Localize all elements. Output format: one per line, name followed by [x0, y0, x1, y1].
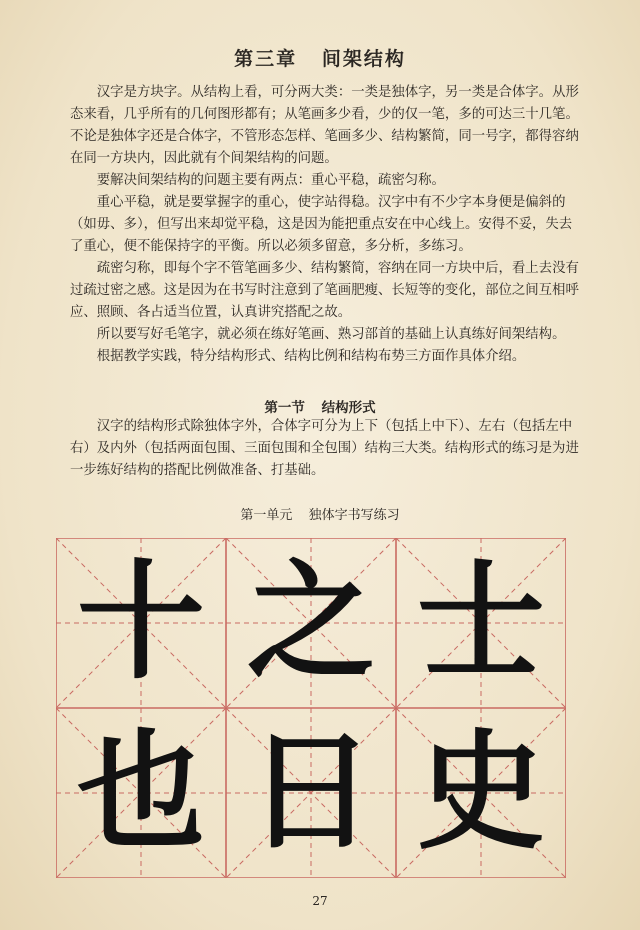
chapter-number: 第三章: [234, 48, 298, 70]
section-title: [0, 396, 640, 416]
section-number: 第一节: [264, 400, 305, 416]
chapter-name: 间架结构: [321, 48, 406, 70]
paragraph: 要解决间架结构的问题主要有两点：重心平稳，疏密匀称。: [96, 173, 445, 188]
unit-number: 第一单元: [240, 508, 293, 523]
practice-grid: [56, 538, 566, 878]
paragraph: 疏密匀称，即每个字不管笔画多少、结构繁简，容纳在同一方块中后，看上去没有过疏过密之感。这是因为在书写时注意到了笔画肥瘦、长短等的变化，部位之间互相呼应、照顾、各占适当位置，认真讲究搭配之故。: [70, 261, 579, 320]
paragraph: 所以要写好毛笔字，就必须在练好笔画、熟习部首的基础上认真练好间架结构。: [96, 327, 566, 342]
unit-name: 独体字书写练习: [308, 508, 400, 523]
section-body: [70, 416, 582, 482]
practice-character: 十: [76, 548, 205, 697]
unit-title: [0, 504, 640, 523]
paragraph: 汉字是方块字。从结构上看，可分两大类：一类是独体字，另一类是合体字。从形态来看，几乎所有的几何图形都有；从笔画多少看，少的仅一笔，多的可达三十几笔。不论是独体字还是合体字，不管形态怎样、笔画多少、结构繁简，同一号字，都得容纳在同一方块内，因此就有个间架结构的问题。: [70, 85, 579, 166]
practice-character: 日: [246, 718, 375, 867]
paragraph: 汉字的结构形式除独体字外，合体字可分为上下（包括上中下）、左右（包括左中右）及内外（包括两面包围、三面包围和全包围）结构三大类。结构形式的练习是为进一步练好结构的搭配比例做准备、打基础。: [70, 419, 579, 478]
practice-character: 史: [416, 718, 545, 867]
section-name: 结构形式: [321, 400, 376, 416]
paragraph: 重心平稳，就是要掌握字的重心，使字站得稳。汉字中有不少字本身便是偏斜的（如毋、多），但写出来却觉平稳，这是因为能把重点安在中心线上。安得不妥，失去了重心，便不能保持字的平衡。所以必须多留意，多分析，多练习。: [70, 195, 573, 254]
page-number: 27: [312, 894, 328, 908]
chapter-title: [0, 44, 640, 71]
practice-character: 之: [246, 548, 375, 697]
practice-character: 士: [416, 548, 545, 697]
practice-character: 也: [76, 718, 205, 867]
paragraph: 根据教学实践，特分结构形式、结构比例和结构布势三方面作具体介绍。: [96, 349, 526, 364]
chapter-body: [70, 82, 582, 368]
